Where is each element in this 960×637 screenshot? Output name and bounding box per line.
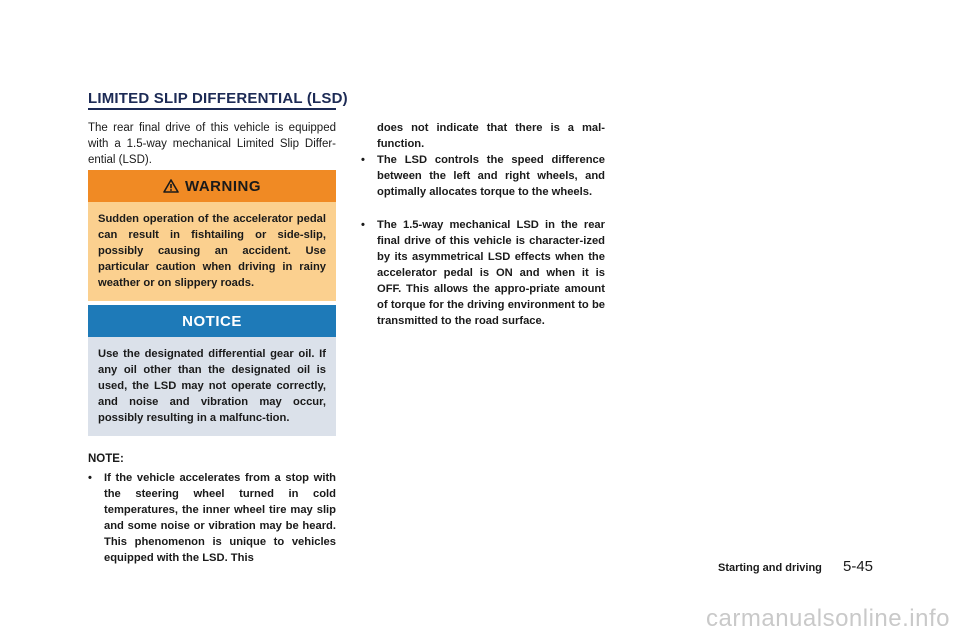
note-bullet: [88, 470, 336, 566]
bullet-dot: •: [88, 472, 92, 484]
warning-header: [88, 170, 336, 202]
notice-body: Use the designated differential gear oil. If any oil other than the designated oil is used, the LSD may not operate correctly, and noise and vibration may occur, possibly resulting in a malfunc-tion.: [88, 337, 336, 436]
warning-triangle-icon: [163, 179, 179, 193]
watermark: carmanualsonline.info: [706, 605, 950, 632]
footer-section-title: Starting and driving: [718, 562, 822, 574]
note-continuation: does not indicate that there is a mal-function.: [377, 122, 605, 150]
warning-box: [88, 170, 336, 301]
page-number: 5-45: [843, 558, 874, 575]
note-bullet-text: The LSD controls the speed difference between the left and right wheels, and optimally allocates torque to the wheels.: [377, 154, 605, 198]
section-heading: LIMITED SLIP DIFFERENTIAL (LSD): [88, 90, 348, 107]
heading-underline: [88, 108, 336, 110]
notice-header: [88, 305, 336, 337]
warning-body: Sudden operation of the accelerator pedal can result in fishtailing or side-slip, possibly causing an accident. Use particular caution when driving in rainy weather or on slippery roads.: [88, 202, 336, 301]
notice-box: [88, 305, 336, 436]
note-bullet: [361, 152, 605, 200]
intro-paragraph: The rear final drive of this vehicle is equipped with a 1.5-way mechanical Limited Slip Differ-ential (LSD).: [88, 122, 336, 166]
note-bullet: [361, 217, 605, 329]
note-label: NOTE:: [88, 453, 124, 465]
note-bullet-text: The 1.5-way mechanical LSD in the rear final drive of this vehicle is character-ized by its asymmetrical LSD effects when the accelerator pedal is ON and when it is OFF. This allows the appro-priate amount of torque for the driving environment to be transmitted to the road surface.: [377, 219, 605, 327]
bullet-dot: •: [361, 219, 365, 231]
notice-title: NOTICE: [182, 312, 242, 330]
bullet-dot: •: [361, 154, 365, 166]
warning-title: WARNING: [185, 177, 261, 195]
note-bullet-text: If the vehicle accelerates from a stop with the steering wheel turned in cold temperatures, the inner wheel tire may slip and some noise or vibration may be heard. This phenomenon is unique to vehicles equipped with the LSD. This: [104, 472, 336, 564]
